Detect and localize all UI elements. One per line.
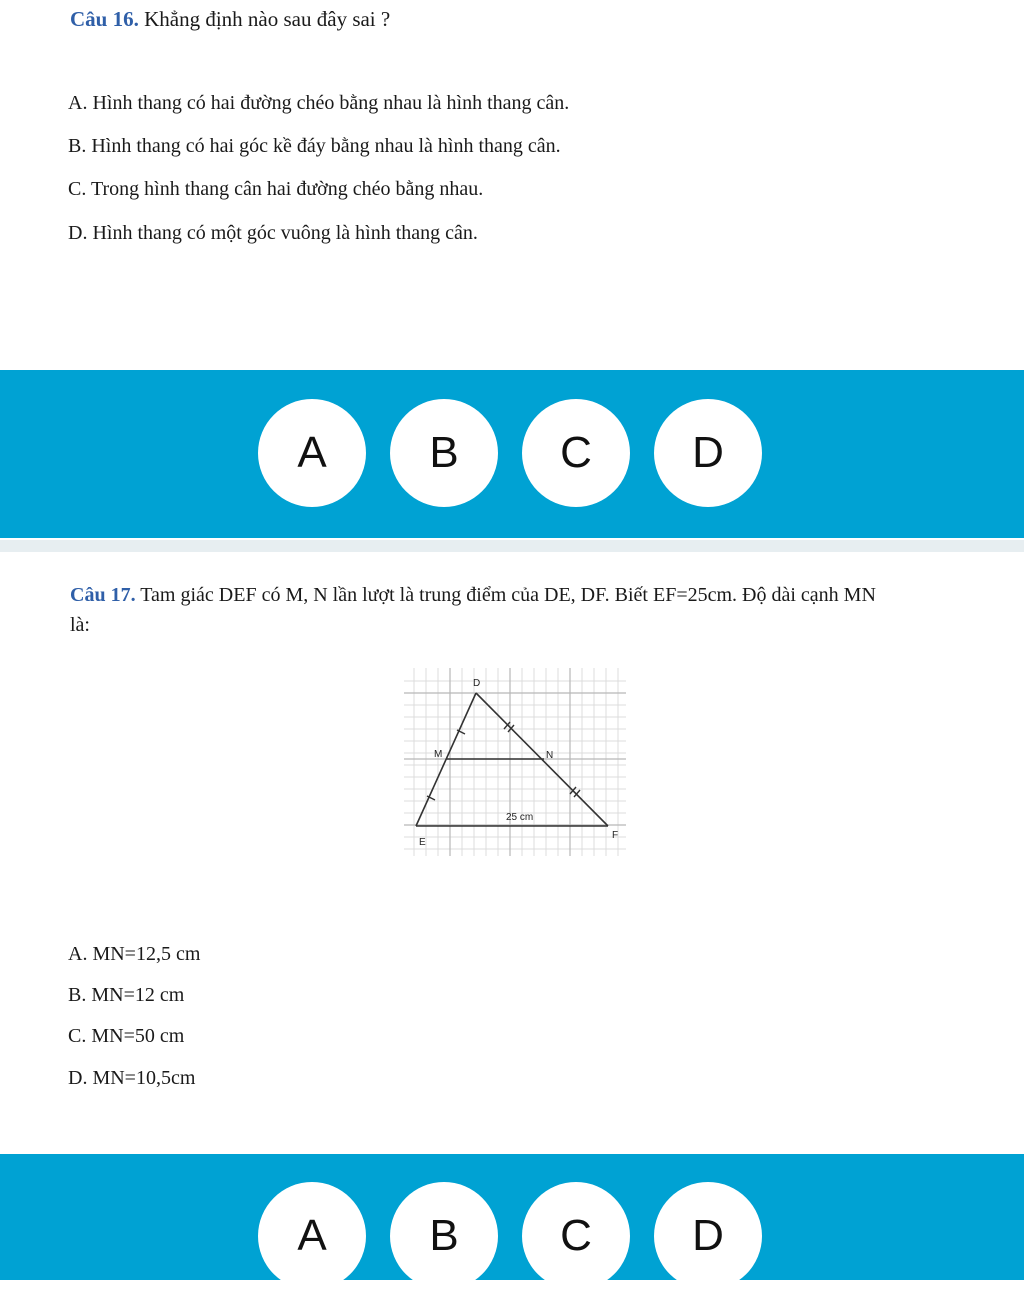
label-m: M [434,749,443,760]
question-16-title [70,4,390,34]
answer2-a-button[interactable]: A [258,1182,366,1290]
answer1-a-button[interactable]: A [258,399,366,507]
q16-option-c: C. Trong hình thang cân hai đường chéo bằng nhau. [68,178,484,200]
question-17-number: Câu 17. [70,584,136,606]
label-f: F [612,830,619,841]
q17-option-a: A. MN=12,5 cm [68,943,201,965]
label-e: E [419,837,426,848]
label-n: N [546,750,554,761]
q16-option-b: B. Hình thang có hai góc kề đáy bằng nhau là hình thang cân. [68,135,561,157]
answer1-c-button[interactable]: C [522,399,630,507]
q16-option-a: A. Hình thang có hai đường chéo bằng nhau là hình thang cân. [68,92,570,114]
label-d: D [473,678,481,689]
grid [404,668,626,856]
q17-option-d: D. MN=10,5cm [68,1067,196,1089]
question-16-text: Khẳng định nào sau đây sai ? [138,7,391,31]
band-divider [0,540,1024,552]
q17-option-b: B. MN=12 cm [68,984,185,1006]
answer2-c-button[interactable]: C [522,1182,630,1290]
question-16-number: Câu 16. [70,7,139,31]
q17-option-c: C. MN=50 cm [68,1025,185,1047]
answer2-b-button[interactable]: B [390,1182,498,1290]
answer-band-2 [0,1154,1024,1280]
question-17-text-cont: là: [70,614,90,636]
question-17-text: Tam giác DEF có M, N lần lượt là trung điểm của DE, DF. Biết EF=25cm. Độ dài cạnh MN [135,584,876,606]
answer1-b-button[interactable]: B [390,399,498,507]
answer2-d-button[interactable]: D [654,1182,762,1290]
answer-band-1 [0,370,1024,538]
question-17-title [70,580,876,610]
answer1-d-button[interactable]: D [654,399,762,507]
triangle-figure [404,668,628,860]
q16-option-d: D. Hình thang có một góc vuông là hình thang cân. [68,222,478,244]
label-length: 25 cm [506,812,534,823]
grid-major [404,668,626,856]
